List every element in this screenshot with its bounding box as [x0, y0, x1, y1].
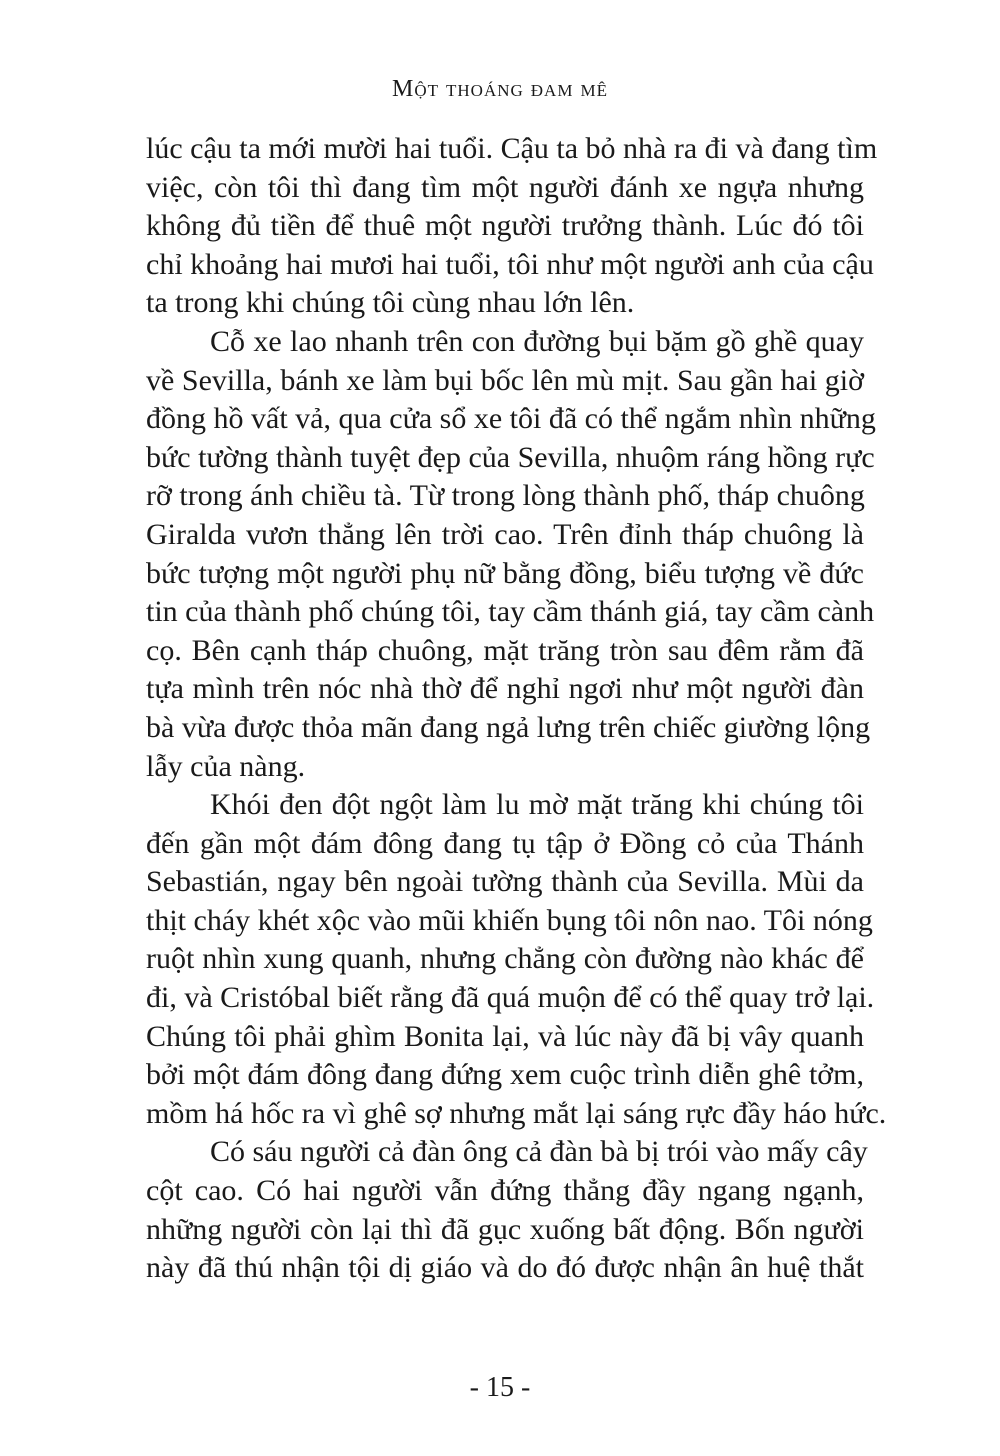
text-line: Có sáu người cả đàn ông cả đàn bà bị trói vào mấy cây	[210, 1135, 868, 1169]
text-line: thịt cháy khét xộc vào mũi khiến bụng tôi nôn nao. Tôi nóng	[146, 903, 873, 937]
text-line: lẫy của nàng.	[146, 749, 306, 783]
page-number: - 15 -	[469, 1372, 531, 1403]
text-line: ta trong khi chúng tôi cùng nhau lớn lên.	[146, 286, 635, 320]
paragraph-4	[146, 1133, 868, 1287]
text-line: bà vừa được thỏa mãn đang ngả lưng trên chiếc giường lộng	[146, 710, 871, 744]
text-line: bởi một đám đông đang đứng xem cuộc trình diễn ghê tởm,	[146, 1058, 864, 1092]
text-line: Cỗ xe lao nhanh trên con đường bụi bặm gồ ghề quay	[210, 324, 864, 358]
paragraph-3	[146, 786, 887, 1133]
text-line: Sebastián, ngay bên ngoài tường thành của Sevilla. Mùi da	[146, 865, 864, 899]
text-line: cọ. Bên cạnh tháp chuông, mặt trăng tròn sau đêm rằm đã	[146, 633, 864, 667]
text-line: tựa mình trên nóc nhà thờ để nghỉ ngơi như một người đàn	[146, 672, 864, 706]
text-line: đến gần một đám đông đang tụ tập ở Đồng cỏ của Thánh	[146, 826, 864, 860]
text-line: ruột nhìn xung quanh, nhưng chẳng còn đường nào khác để	[146, 942, 864, 976]
paragraph-1	[146, 130, 878, 323]
paragraph-2	[146, 323, 876, 786]
text-line: bức tượng một người phụ nữ bằng đồng, biểu tượng về đức	[146, 556, 864, 590]
text-line: Khói đen đột ngột làm lu mờ mặt trăng khi chúng tôi	[210, 788, 864, 822]
text-line: Chúng tôi phải ghìm Bonita lại, và lúc này đã bị vây quanh	[146, 1019, 864, 1053]
text-line: không đủ tiền để thuê một người trưởng thành. Lúc đó tôi	[146, 209, 864, 243]
text-line: này đã thú nhận tội dị giáo và do đó được nhận ân huệ thắt	[146, 1251, 864, 1285]
text-line: Giralda vươn thẳng lên trời cao. Trên đỉnh tháp chuông là	[146, 517, 864, 551]
text-line: mồm há hốc ra vì ghê sợ nhưng mắt lại sáng rực đầy háo hức.	[146, 1096, 887, 1130]
text-line: việc, còn tôi thì đang tìm một người đánh xe ngựa nhưng	[146, 170, 864, 204]
text-line: đi, và Cristóbal biết rằng đã quá muộn để có thể quay trở lại.	[146, 981, 875, 1015]
text-line: những người còn lại thì đã gục xuống bất động. Bốn người	[146, 1212, 864, 1246]
text-line: lúc cậu ta mới mười hai tuổi. Cậu ta bỏ nhà ra đi và đang tìm	[146, 132, 878, 165]
body-text	[146, 130, 887, 1288]
text-line: về Sevilla, bánh xe làm bụi bốc lên mù mịt. Sau gần hai giờ	[146, 363, 864, 397]
text-line: đồng hồ vất vả, qua cửa sổ xe tôi đã có thể ngắm nhìn những	[146, 402, 876, 436]
text-line: cột cao. Có hai người vẫn đứng thẳng đầy ngang ngạnh,	[146, 1174, 864, 1208]
running-header: Một thoáng đam mê	[392, 76, 608, 102]
text-line: chỉ khoảng hai mươi hai tuổi, tôi như một người anh của cậu	[146, 247, 874, 281]
text-line: bức tường thành tuyệt đẹp của Sevilla, nhuộm ráng hồng rực	[146, 440, 875, 474]
text-line: tin của thành phố chúng tôi, tay cầm thánh giá, tay cầm cành	[146, 595, 875, 629]
text-line: rỡ trong ánh chiều tà. Từ trong lòng thành phố, tháp chuông	[146, 479, 865, 513]
